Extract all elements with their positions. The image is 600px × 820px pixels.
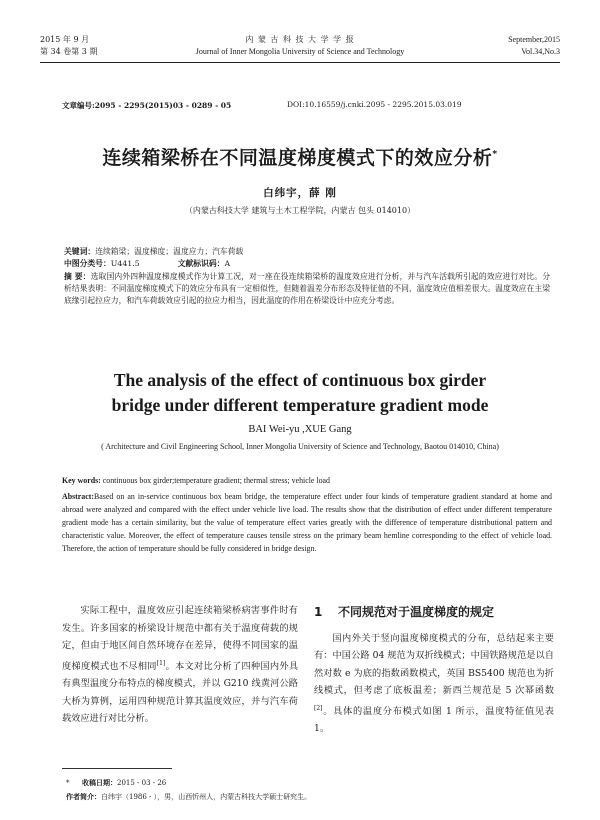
abstract-cn-block — [64, 246, 550, 307]
article-meta — [62, 100, 560, 111]
header-rule — [40, 62, 560, 63]
footnote-received — [66, 776, 560, 790]
title-footnote-mark: * — [492, 149, 498, 160]
intro-paragraph — [62, 602, 298, 728]
doc-code-label: 文献标识码： — [177, 259, 225, 269]
intro-text: 实际工程中，温度效应引起连续箱梁桥病害事件时有发生。许多国家的桥梁设计规范中都有关于温度荷载的规定，但由于地区间自然环境存在差异，使得不同国家的温度梯度模式也不尽相同 — [62, 605, 298, 672]
header-volume-en: Vol.34,No.3 — [521, 47, 560, 56]
header-journal-en: Journal of Inner Mongolia University of Science and Technology — [195, 47, 405, 56]
authors-cn: 白纬宇，薛 刚 — [263, 187, 337, 199]
title-cn: 连续箱梁桥在不同温度梯度模式下的效应分析 — [102, 147, 493, 169]
body-column-right — [314, 602, 554, 738]
keywords-en-label: Key words: — [62, 476, 101, 485]
classification-row — [64, 258, 550, 270]
abstract-cn-text: 选取国内外四种温度梯度模式作为计算工况，对一座在役连续箱梁桥的温度效应进行分析，并与汽车活载所引起的效应进行对比。分析结果表明：不同温度梯度模式下的效应分布具有一定相似性，但随着温差分布形态及特征值的不同，温度效应值相差很大。温度效应在主梁底缘引起拉应力，和汽车荷载效应引起的拉应力相当，因此温度的作用在桥梁设计中应充分考虑。 — [64, 271, 550, 306]
title-en-line1: The analysis of the effect of continuous box girder — [113, 370, 487, 390]
keywords-en — [62, 474, 552, 487]
author-bio-label: 作者简介： — [66, 792, 101, 801]
section-text-cont: 。具体的温度分布模式如图 1 所示，温度特征值见表 1。 — [314, 705, 554, 735]
keywords-cn-label: 关键词： — [64, 247, 96, 256]
abstract-en — [62, 490, 552, 555]
authors-en: BAI Wei-yu ,XUE Gang — [248, 424, 352, 435]
footnote-author — [66, 790, 560, 804]
section-paragraph — [314, 630, 554, 738]
section-citation: [2] — [314, 704, 323, 712]
author-bio: 白纬宇（1986 - ），男，山西忻州人，内蒙古科技大学硕士研究生。 — [101, 793, 312, 801]
page-title — [0, 143, 600, 170]
intro-citation: [1] — [156, 659, 166, 667]
header-volume: 第 34 卷第 3 期 — [40, 47, 98, 56]
received-label: 收稿日期： — [82, 778, 117, 787]
title-en-line2: bridge under different temperature gradient mode — [111, 395, 489, 415]
doc-code-value: A — [224, 259, 231, 269]
received-date: 2015 - 03 - 26 — [117, 779, 167, 787]
keywords-cn — [64, 246, 550, 258]
header-journal-cn: 内 蒙 古 科 技 大 学 学 报 — [245, 35, 355, 44]
header-journal — [40, 34, 560, 58]
clc-value: U441.5 — [110, 259, 140, 269]
section-heading — [314, 604, 554, 622]
abstract-en-block — [62, 474, 552, 556]
abstract-en-label: Abstract: — [62, 492, 94, 502]
section-text: 国内外关于竖向温度梯度模式的分布，总结起来主要有：中国公路 04 规范为双折线模式；中国铁路规范是以自然对数 e 为底的指数函数模式，英国 BS5400 规范也为折线模式，但考虑了底板温差；新西兰规范是 5 次幂函数 — [314, 632, 554, 696]
footnote-rule — [62, 768, 172, 769]
article-number: 文章编号:2095 - 2295(2015)03 - 0289 - 05 — [62, 101, 232, 110]
footnotes — [66, 776, 560, 804]
intro-text-cont: 。本文对比分析了四种国内外具有典型温度分布特点的梯度模式，并以 G210 线黄河公路大桥为算例，运用四种规范计算其温度效应，并与汽车荷载效应进行对比分析。 — [62, 660, 299, 725]
footnote-star: * — [66, 779, 70, 787]
doi: DOI:10.16559/j.cnki.2095 - 2295.2015.03.019 — [287, 100, 462, 109]
header-date-en — [508, 34, 560, 58]
abstract-cn — [64, 271, 550, 308]
abstract-en-text: Based on an in-service continuous box beam bridge, the temperature effect under four kinds of temperature gradient standard at home and abroad were analyzed and compared with the effect under vehicle live load. The results show that the distribution of effect under different temperature gradient mode has a certain similarity, but the value of temperature effect varies greatly with the difference of temperature distributional pattern and characteristic value. Moreover, the effect of temperature causes tensile stress on the primary beam hemline corresponding to the effect of vehicle load. Therefore, the action of temperature should be fully considered in bridge design. — [62, 492, 552, 554]
section-number: 1 — [314, 605, 323, 619]
body-column-left — [62, 602, 298, 728]
keywords-en-text: continuous box girder;temperature gradient; thermal stress; vehicle load — [100, 476, 330, 485]
affiliation-cn: （内蒙古科技大学 建筑与土木工程学院，内蒙古 包头 014010） — [184, 206, 416, 215]
title-en — [0, 368, 600, 418]
clc-label: 中图分类号： — [64, 259, 111, 269]
header-month-en: September,2015 — [508, 35, 560, 44]
abstract-cn-label: 摘 要： — [64, 271, 91, 281]
header-date: 2015 年 9 月 — [40, 35, 90, 44]
section-title: 不同规范对于温度梯度的规定 — [338, 605, 495, 619]
keywords-cn-text: 连续箱梁；温度梯度；温度应力；汽车荷载 — [95, 247, 244, 256]
affiliation-en: ( Architecture and Civil Engineering School, Inner Mongolia University of Science and Technology, Baotou 014010, China) — [101, 442, 499, 451]
